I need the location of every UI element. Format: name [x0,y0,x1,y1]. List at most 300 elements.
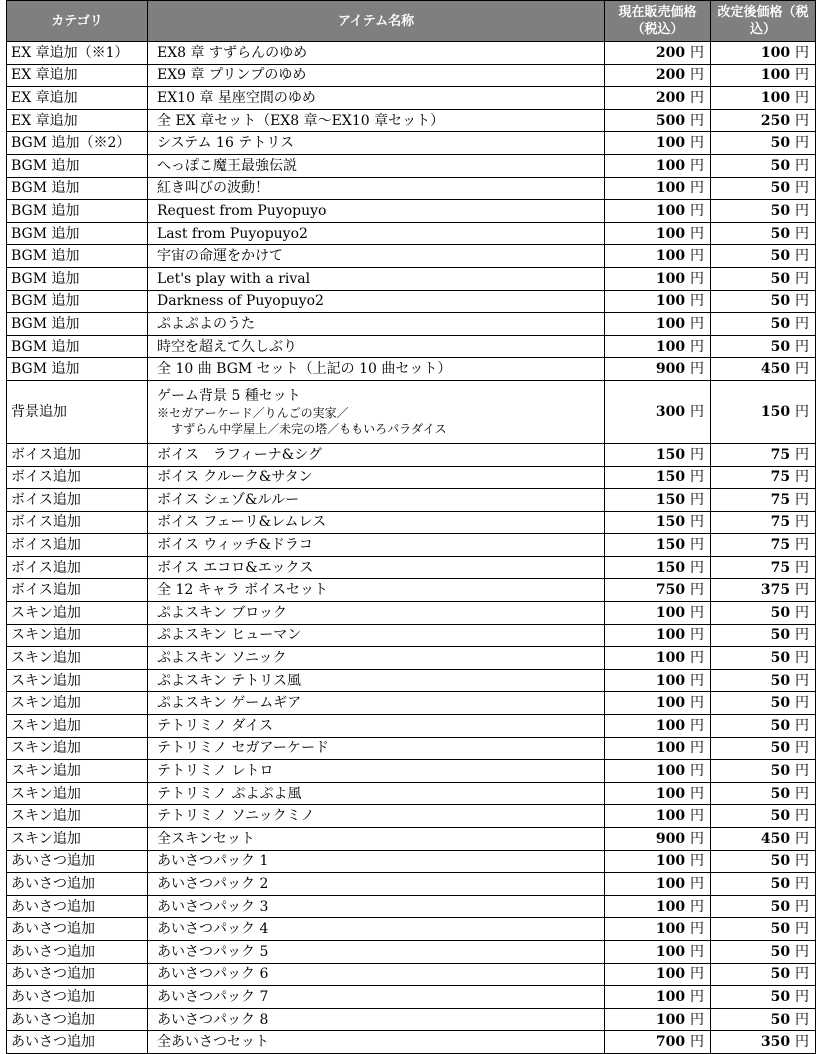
current-price-value: 700 [655,1034,686,1051]
currency-unit: 円 [795,740,809,757]
item-name-cell [148,579,605,602]
new-price-cell [711,940,816,963]
currency-unit: 円 [795,988,809,1005]
table-row [7,154,816,177]
new-price-value: 50 [770,966,791,983]
currency-unit: 円 [690,315,704,332]
item-name-cell [148,940,605,963]
current-price-cell [605,42,711,65]
table-row [7,692,816,715]
item-name-cell [148,715,605,738]
currency-unit: 円 [795,898,809,915]
new-price-cell [711,466,816,489]
currency-unit: 円 [690,446,704,463]
new-price-value: 50 [770,988,791,1005]
category-cell: BGM 追加 [7,222,148,245]
item-name-cell [148,918,605,941]
category-cell: ボイス追加 [7,489,148,512]
item-name: ボイス クルーク&サタン [157,469,313,486]
category-cell: BGM 追加 [7,177,148,200]
category-cell: EX 章追加 [7,87,148,110]
current-price-cell [605,556,711,579]
new-price-value: 50 [770,853,791,870]
new-price-cell [711,109,816,132]
current-price-cell [605,222,711,245]
current-price-cell [605,64,711,87]
new-price-value: 75 [770,491,791,508]
currency-unit: 円 [690,966,704,983]
current-price-value: 100 [655,695,686,712]
header-item-name: アイテム名称 [148,1,605,42]
currency-unit: 円 [795,853,809,870]
currency-unit: 円 [795,672,809,689]
new-price-cell [711,715,816,738]
current-price-value: 100 [655,270,686,287]
category-cell: スキン追加 [7,805,148,828]
table-row [7,873,816,896]
current-price-cell [605,828,711,851]
item-name: 時空を超えて久しぶり [157,338,297,355]
item-name-cell [148,986,605,1009]
current-price-value: 100 [655,875,686,892]
new-price-value: 50 [770,808,791,825]
new-price-value: 50 [770,763,791,780]
currency-unit: 円 [690,627,704,644]
current-price-value: 100 [655,338,686,355]
new-price-value: 50 [770,338,791,355]
current-price-value: 100 [655,135,686,152]
currency-unit: 円 [690,559,704,576]
category-cell: BGM 追加 [7,358,148,381]
item-name: ぷよスキン ソニック [157,650,287,667]
table-row [7,358,816,381]
currency-unit: 円 [795,248,809,265]
currency-unit: 円 [690,157,704,174]
item-name-cell [148,109,605,132]
current-price-cell [605,358,711,381]
new-price-cell [711,828,816,851]
category-cell: BGM 追加 [7,154,148,177]
category-cell: あいさつ追加 [7,1008,148,1031]
current-price-value: 100 [655,785,686,802]
current-price-cell [605,109,711,132]
category-cell: ボイス追加 [7,443,148,466]
currency-unit: 円 [690,1034,704,1051]
new-price-value: 50 [770,921,791,938]
category-cell: 背景追加 [7,380,148,443]
item-name-cell [148,647,605,670]
item-name: テトリミノ セガアーケード [157,740,330,757]
table-row [7,850,816,873]
item-name-cell [148,624,605,647]
table-row [7,177,816,200]
currency-unit: 円 [795,559,809,576]
currency-unit: 円 [690,875,704,892]
current-price-value: 100 [655,248,686,265]
item-name: EX8 章 すずらんのゆめ [157,44,308,61]
category-cell: BGM 追加 [7,313,148,336]
table-row [7,380,816,443]
new-price-cell [711,895,816,918]
category-cell: ボイス追加 [7,556,148,579]
new-price-cell [711,154,816,177]
currency-unit: 円 [690,898,704,915]
item-name-cell [148,42,605,65]
current-price-cell [605,715,711,738]
currency-unit: 円 [690,248,704,265]
item-note-line-1: ※セガアーケード／りんごの実家／ [157,405,349,420]
table-row [7,624,816,647]
new-price-value: 75 [770,537,791,554]
category-cell: スキン追加 [7,828,148,851]
current-price-cell [605,647,711,670]
category-cell: あいさつ追加 [7,963,148,986]
item-name: ゲーム背景 5 種セット [157,387,301,404]
new-price-value: 50 [770,157,791,174]
current-price-value: 150 [655,469,686,486]
new-price-cell [711,692,816,715]
currency-unit: 円 [795,491,809,508]
item-name-cell [148,177,605,200]
category-cell: あいさつ追加 [7,873,148,896]
current-price-value: 100 [655,672,686,689]
item-name: Darkness of Puyopuyo2 [157,293,324,310]
table-row [7,443,816,466]
item-name-cell [148,805,605,828]
item-name-cell [148,760,605,783]
category-cell: EX 章追加 [7,64,148,87]
currency-unit: 円 [795,582,809,599]
item-name: あいさつパック 8 [157,1011,269,1028]
currency-unit: 円 [795,403,809,420]
new-price-value: 50 [770,293,791,310]
category-cell: BGM 追加 [7,290,148,313]
category-cell: あいさつ追加 [7,986,148,1009]
item-name: ぷよスキン ヒューマン [157,627,302,644]
item-name: ボイス シェゾ&ルルー [157,491,300,508]
table-row [7,1008,816,1031]
category-cell: スキン追加 [7,715,148,738]
item-name: 全スキンセット [157,830,255,847]
currency-unit: 円 [690,403,704,420]
new-price-value: 375 [760,582,791,599]
table-row [7,64,816,87]
current-price-cell [605,534,711,557]
current-price-cell [605,918,711,941]
currency-unit: 円 [795,157,809,174]
currency-unit: 円 [690,514,704,531]
item-name-cell [148,290,605,313]
item-name: EX10 章 星座空間のゆめ [157,89,316,106]
currency-unit: 円 [690,582,704,599]
currency-unit: 円 [795,180,809,197]
item-name: ぷよぷよのうた [157,315,255,332]
item-name: あいさつパック 6 [157,966,269,983]
item-name-cell [148,489,605,512]
currency-unit: 円 [690,293,704,310]
item-name: 宇宙の命運をかけて [157,248,283,265]
current-price-value: 100 [655,315,686,332]
current-price-value: 100 [655,604,686,621]
category-cell: EX 章追加 [7,109,148,132]
currency-unit: 円 [690,853,704,870]
new-price-value: 75 [770,446,791,463]
currency-unit: 円 [795,785,809,802]
current-price-value: 100 [655,717,686,734]
currency-unit: 円 [690,67,704,84]
currency-unit: 円 [690,89,704,106]
currency-unit: 円 [690,44,704,61]
currency-unit: 円 [795,763,809,780]
new-price-cell [711,624,816,647]
currency-unit: 円 [795,717,809,734]
new-price-value: 50 [770,672,791,689]
new-price-cell [711,850,816,873]
current-price-cell [605,313,711,336]
currency-unit: 円 [795,514,809,531]
header-new-price: 改定後価格（税込） [711,1,816,42]
table-row [7,986,816,1009]
new-price-value: 250 [760,112,791,129]
currency-unit: 円 [795,943,809,960]
new-price-cell [711,64,816,87]
item-name-cell [148,358,605,381]
current-price-value: 100 [655,650,686,667]
current-price-value: 100 [655,988,686,1005]
item-name-cell [148,963,605,986]
item-name: あいさつパック 1 [157,853,269,870]
category-cell: BGM 追加（※2） [7,132,148,155]
category-cell: スキン追加 [7,624,148,647]
current-price-cell [605,850,711,873]
item-name-cell [148,335,605,358]
item-name-cell [148,380,605,443]
item-name: 全 10 曲 BGM セット（上記の 10 曲セット） [157,361,452,378]
currency-unit: 円 [690,785,704,802]
table-row [7,511,816,534]
current-price-cell [605,805,711,828]
currency-unit: 円 [690,1011,704,1028]
category-cell: あいさつ追加 [7,940,148,963]
new-price-value: 50 [770,717,791,734]
new-price-cell [711,245,816,268]
item-name: ボイス フェーリ&レムレス [157,514,327,531]
current-price-cell [605,443,711,466]
current-price-cell [605,963,711,986]
item-name-cell [148,895,605,918]
current-price-value: 100 [655,808,686,825]
current-price-cell [605,986,711,1009]
category-cell: スキン追加 [7,692,148,715]
current-price-cell [605,692,711,715]
current-price-value: 100 [655,898,686,915]
currency-unit: 円 [795,1011,809,1028]
table-row [7,715,816,738]
item-name: 全 12 キャラ ボイスセット [157,582,329,599]
new-price-cell [711,177,816,200]
currency-unit: 円 [795,270,809,287]
item-name-cell [148,602,605,625]
category-cell: ボイス追加 [7,534,148,557]
item-name-cell [148,200,605,223]
new-price-value: 50 [770,875,791,892]
new-price-cell [711,1031,816,1054]
table-row [7,466,816,489]
category-cell: ボイス追加 [7,466,148,489]
header-current-price: 現在販売価格（税込） [605,1,711,42]
category-cell: スキン追加 [7,737,148,760]
current-price-cell [605,873,711,896]
item-name-cell [148,443,605,466]
price-table [6,0,816,1054]
item-name-cell [148,669,605,692]
new-price-value: 50 [770,695,791,712]
new-price-cell [711,335,816,358]
current-price-value: 900 [655,361,686,378]
currency-unit: 円 [690,808,704,825]
item-name-cell [148,511,605,534]
currency-unit: 円 [795,293,809,310]
new-price-cell [711,87,816,110]
category-cell: スキン追加 [7,669,148,692]
item-name: ボイス エコロ&エックス [157,559,314,576]
table-row [7,87,816,110]
new-price-cell [711,782,816,805]
table-row [7,1031,816,1054]
currency-unit: 円 [795,604,809,621]
category-cell: あいさつ追加 [7,918,148,941]
currency-unit: 円 [795,338,809,355]
current-price-cell [605,624,711,647]
new-price-cell [711,267,816,290]
table-row [7,918,816,941]
price-table-container [6,0,816,1054]
new-price-value: 50 [770,740,791,757]
table-row [7,579,816,602]
category-cell: あいさつ追加 [7,1031,148,1054]
table-row [7,313,816,336]
item-name-cell [148,132,605,155]
current-price-cell [605,489,711,512]
table-row [7,805,816,828]
table-row [7,132,816,155]
new-price-value: 50 [770,180,791,197]
new-price-cell [711,647,816,670]
currency-unit: 円 [690,943,704,960]
new-price-cell [711,534,816,557]
new-price-value: 50 [770,785,791,802]
current-price-value: 100 [655,763,686,780]
new-price-value: 50 [770,943,791,960]
currency-unit: 円 [690,225,704,242]
table-row [7,602,816,625]
current-price-value: 100 [655,627,686,644]
item-name-cell [148,245,605,268]
current-price-value: 150 [655,514,686,531]
currency-unit: 円 [690,988,704,1005]
currency-unit: 円 [795,966,809,983]
item-name: ボイス ラフィーナ&シグ [157,446,322,463]
currency-unit: 円 [795,650,809,667]
table-row [7,290,816,313]
new-price-cell [711,556,816,579]
item-name-cell [148,692,605,715]
new-price-value: 50 [770,202,791,219]
table-row [7,760,816,783]
table-row [7,782,816,805]
current-price-value: 150 [655,491,686,508]
new-price-cell [711,805,816,828]
table-row [7,940,816,963]
current-price-value: 100 [655,157,686,174]
item-name: ボイス ウィッチ&ドラコ [157,537,313,554]
item-name: あいさつパック 2 [157,875,269,892]
new-price-value: 50 [770,898,791,915]
new-price-value: 150 [760,403,791,420]
new-price-cell [711,669,816,692]
header-category: カテゴリ [7,1,148,42]
item-name-cell [148,873,605,896]
current-price-value: 200 [655,89,686,106]
table-row [7,828,816,851]
current-price-value: 200 [655,44,686,61]
table-row [7,245,816,268]
currency-unit: 円 [795,361,809,378]
category-cell: あいさつ追加 [7,895,148,918]
current-price-cell [605,87,711,110]
item-note-line-2: すずらん中学屋上／未完の塔／ももいろパラダイス [171,421,447,436]
current-price-value: 150 [655,446,686,463]
current-price-value: 150 [655,537,686,554]
table-row [7,647,816,670]
new-price-value: 50 [770,627,791,644]
currency-unit: 円 [795,446,809,463]
category-cell: スキン追加 [7,602,148,625]
current-price-cell [605,177,711,200]
table-row [7,489,816,512]
currency-unit: 円 [795,202,809,219]
current-price-value: 100 [655,225,686,242]
new-price-value: 75 [770,469,791,486]
table-row [7,42,816,65]
item-name: へっぽこ魔王最強伝説 [157,157,297,174]
item-name: あいさつパック 3 [157,898,269,915]
item-name-cell [148,1008,605,1031]
currency-unit: 円 [690,921,704,938]
item-name-cell [148,1031,605,1054]
current-price-cell [605,132,711,155]
currency-unit: 円 [690,361,704,378]
currency-unit: 円 [795,469,809,486]
item-name-cell [148,154,605,177]
currency-unit: 円 [690,672,704,689]
currency-unit: 円 [795,808,809,825]
current-price-value: 200 [655,67,686,84]
currency-unit: 円 [690,135,704,152]
item-name: テトリミノ ソニックミノ [157,808,315,825]
new-price-value: 100 [760,89,791,106]
table-row [7,669,816,692]
table-row [7,895,816,918]
item-name: テトリミノ ダイス [157,717,274,734]
currency-unit: 円 [795,627,809,644]
currency-unit: 円 [690,695,704,712]
item-name-cell [148,850,605,873]
new-price-cell [711,358,816,381]
current-price-cell [605,380,711,443]
table-row [7,222,816,245]
new-price-value: 50 [770,135,791,152]
